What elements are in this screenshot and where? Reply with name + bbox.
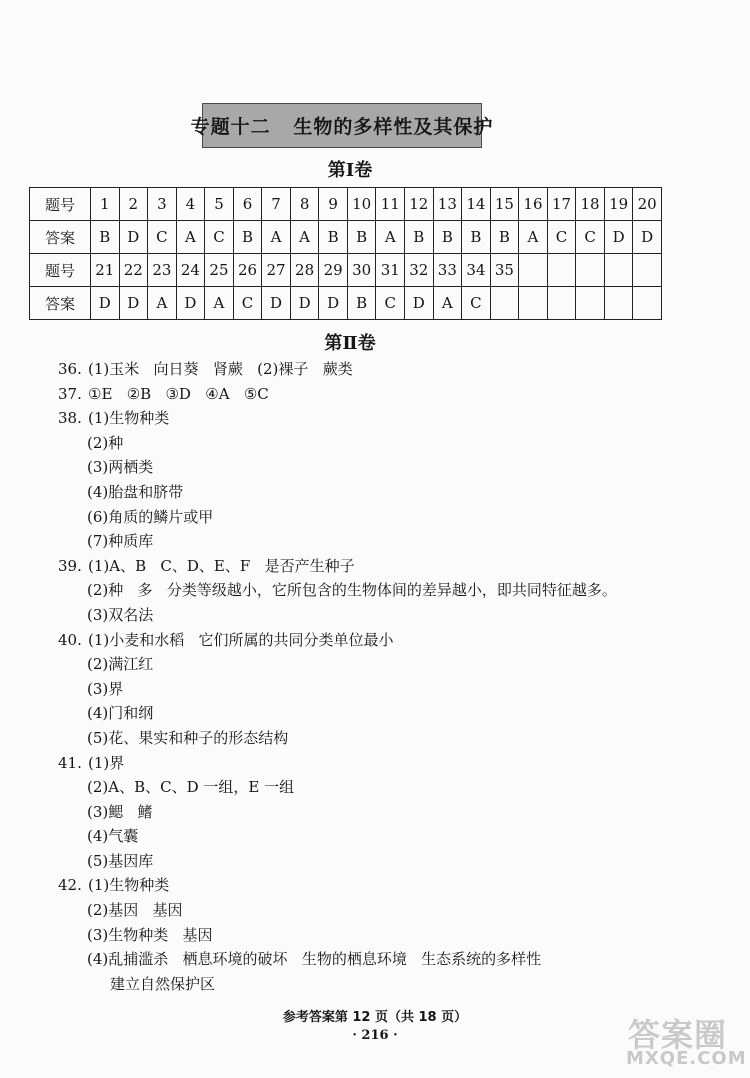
question-number: 40. [58, 630, 82, 649]
answer-text: (2)A、B、C、D 一组，E 一组 [87, 778, 295, 797]
table-cell: A [290, 221, 319, 254]
table-cell: A [205, 287, 234, 320]
answer-line [58, 800, 678, 825]
table-cell: 18 [576, 188, 605, 221]
answer-line [58, 652, 678, 677]
watermark-text: 答案圈 [628, 1016, 728, 1054]
table-cell: 24 [176, 254, 205, 287]
table-cell: B [347, 221, 376, 254]
table-cell: 11 [376, 188, 405, 221]
table-cell: B [490, 221, 519, 254]
table-cell: A [433, 287, 462, 320]
answer-text: (1)生物种类 [88, 409, 170, 428]
table-cell: 15 [490, 188, 519, 221]
table-cell: A [176, 221, 205, 254]
row-label: 答案 [30, 287, 91, 320]
table-cell [604, 287, 633, 320]
table-cell [519, 287, 548, 320]
answer-text: (1)小麦和水稻 它们所属的共同分类单位最小 [88, 630, 394, 649]
table-cell: D [119, 287, 148, 320]
table-cell: D [262, 287, 291, 320]
table-cell: C [462, 287, 491, 320]
table-cell: 23 [148, 254, 177, 287]
answer-text: (2)满江红 [87, 655, 154, 674]
table-cell [576, 254, 605, 287]
answer-text: (4)门和纲 [87, 704, 154, 723]
table-cell: D [119, 221, 148, 254]
answer-line [58, 529, 678, 554]
table-cell: 14 [462, 188, 491, 221]
answer-text: (2)种 [87, 433, 124, 452]
footer-page-reference: 参考答案第 12 页（共 18 页） [282, 1010, 468, 1025]
answer-text: (5)基因库 [87, 851, 154, 870]
answer-text: (6)角质的鳞片或甲 [87, 507, 214, 526]
table-cell: D [176, 287, 205, 320]
table-cell: 27 [262, 254, 291, 287]
table-cell: 5 [205, 188, 234, 221]
table-cell [633, 287, 662, 320]
question-number: 36. [58, 360, 82, 378]
table-row [30, 287, 662, 320]
table-cell: B [462, 221, 491, 254]
table-cell: B [347, 287, 376, 320]
answer-text: 建立自然保护区 [110, 974, 216, 993]
table-cell: B [233, 221, 262, 254]
answer-text: (3)界 [87, 679, 124, 698]
table-cell: D [633, 221, 662, 254]
table-cell: D [604, 221, 633, 254]
answer-text: (7)种质库 [87, 532, 154, 551]
table-cell [490, 287, 519, 320]
answer-text: (1)A、B C、D、E、F 是否产生种子 [88, 556, 355, 575]
table-cell: C [233, 287, 262, 320]
row-label: 题号 [30, 254, 91, 287]
answer-line [58, 431, 678, 456]
table-cell: 10 [347, 188, 376, 221]
table-cell: D [405, 287, 434, 320]
table-cell: A [148, 287, 177, 320]
table-cell: B [319, 221, 348, 254]
table-cell: 19 [604, 188, 633, 221]
table-cell: 7 [262, 188, 291, 221]
answer-text: (5)花、果实和种子的形态结构 [87, 728, 289, 747]
volume-1-heading: 第Ⅰ卷 [327, 160, 373, 181]
table-cell: 12 [405, 188, 434, 221]
table-cell [604, 254, 633, 287]
answer-text: (3)双名法 [87, 605, 154, 624]
answer-line [58, 849, 678, 874]
table-cell: 31 [376, 254, 405, 287]
table-cell: 9 [319, 188, 348, 221]
answer-line [58, 824, 678, 849]
table-cell: 33 [433, 254, 462, 287]
table-cell: 22 [119, 254, 148, 287]
answer-line [58, 357, 678, 382]
topic-title: 专题十二 生物的多样性及其保护 [202, 103, 482, 148]
answer-text: (3)鳃 鳍 [87, 802, 153, 821]
question-number: 41. [58, 753, 82, 772]
table-cell: D [319, 287, 348, 320]
table-row [30, 221, 662, 254]
answer-text: (3)两栖类 [87, 458, 154, 477]
table-cell: A [376, 221, 405, 254]
table-cell: 3 [148, 188, 177, 221]
table-cell: C [376, 287, 405, 320]
answer-line [58, 873, 678, 898]
table-cell: 4 [176, 188, 205, 221]
question-number: 42. [58, 876, 82, 895]
volume-2-heading: 第Ⅱ卷 [324, 333, 376, 354]
answer-line [58, 603, 678, 628]
table-cell: D [91, 287, 120, 320]
answer-text: (1)界 [88, 753, 125, 772]
table-cell: 8 [290, 188, 319, 221]
answer-line [58, 898, 678, 923]
table-cell: C [576, 221, 605, 254]
answer-table [29, 187, 662, 320]
question-number: 38. [58, 409, 82, 428]
row-label: 答案 [30, 221, 91, 254]
table-cell [547, 254, 576, 287]
table-cell: B [433, 221, 462, 254]
table-cell: C [205, 221, 234, 254]
table-cell [547, 287, 576, 320]
table-cell: B [405, 221, 434, 254]
answer-text: (1)生物种类 [88, 876, 170, 895]
answer-line [58, 751, 678, 776]
table-cell: 1 [91, 188, 120, 221]
table-cell: 26 [233, 254, 262, 287]
table-cell: D [290, 287, 319, 320]
answer-text: (4)胎盘和脐带 [87, 482, 184, 501]
answer-line [58, 947, 678, 972]
answer-line [58, 382, 678, 407]
answer-line [58, 554, 678, 579]
question-number: 39. [58, 556, 82, 575]
table-row [30, 254, 662, 287]
table-cell: 20 [633, 188, 662, 221]
answer-text: (2)基因 基因 [87, 901, 183, 920]
answer-text: (2)种 多 分类等级越小，它所包含的生物体间的差异越小，即共同特征越多。 [87, 581, 617, 600]
table-cell: C [148, 221, 177, 254]
table-cell: A [262, 221, 291, 254]
answer-line [58, 628, 678, 653]
answer-text: (1)玉米 向日葵 肾蕨 (2)裸子 蕨类 [88, 360, 353, 378]
answer-line [58, 455, 678, 480]
answer-text: (4)气囊 [87, 827, 139, 846]
row-label: 题号 [30, 188, 91, 221]
table-cell: 6 [233, 188, 262, 221]
table-row [30, 188, 662, 221]
watermark-logo [620, 1010, 745, 1072]
answer-line [58, 972, 678, 997]
table-cell: 2 [119, 188, 148, 221]
table-cell: 30 [347, 254, 376, 287]
table-cell: 25 [205, 254, 234, 287]
table-cell: 13 [433, 188, 462, 221]
page-number: · 216 · [352, 1028, 398, 1043]
table-cell: 29 [319, 254, 348, 287]
answer-line [58, 701, 678, 726]
question-number: 37. [58, 384, 82, 403]
table-cell: B [91, 221, 120, 254]
answer-text: (4)乱捕滥杀 栖息环境的破坏 生物的栖息环境 生态系统的多样性 [87, 950, 542, 969]
answer-text: (3)生物种类 基因 [87, 925, 213, 944]
answer-line [58, 505, 678, 530]
answer-line [58, 775, 678, 800]
watermark-url: MXQE.COM [626, 1048, 747, 1069]
answer-text: ①E ②B ③D ④A ⑤C [88, 384, 269, 403]
answer-line [58, 578, 678, 603]
answer-line [58, 923, 678, 948]
answer-line [58, 480, 678, 505]
table-cell: 16 [519, 188, 548, 221]
table-cell: 21 [91, 254, 120, 287]
answer-line [58, 406, 678, 431]
table-cell: 28 [290, 254, 319, 287]
table-cell: A [519, 221, 548, 254]
table-cell: 35 [490, 254, 519, 287]
table-cell: 17 [547, 188, 576, 221]
answer-list [58, 357, 678, 996]
table-cell: 32 [405, 254, 434, 287]
table-cell [576, 287, 605, 320]
table-cell [519, 254, 548, 287]
table-cell [633, 254, 662, 287]
table-cell: C [547, 221, 576, 254]
answer-line [58, 677, 678, 702]
answer-line [58, 726, 678, 751]
table-cell: 34 [462, 254, 491, 287]
